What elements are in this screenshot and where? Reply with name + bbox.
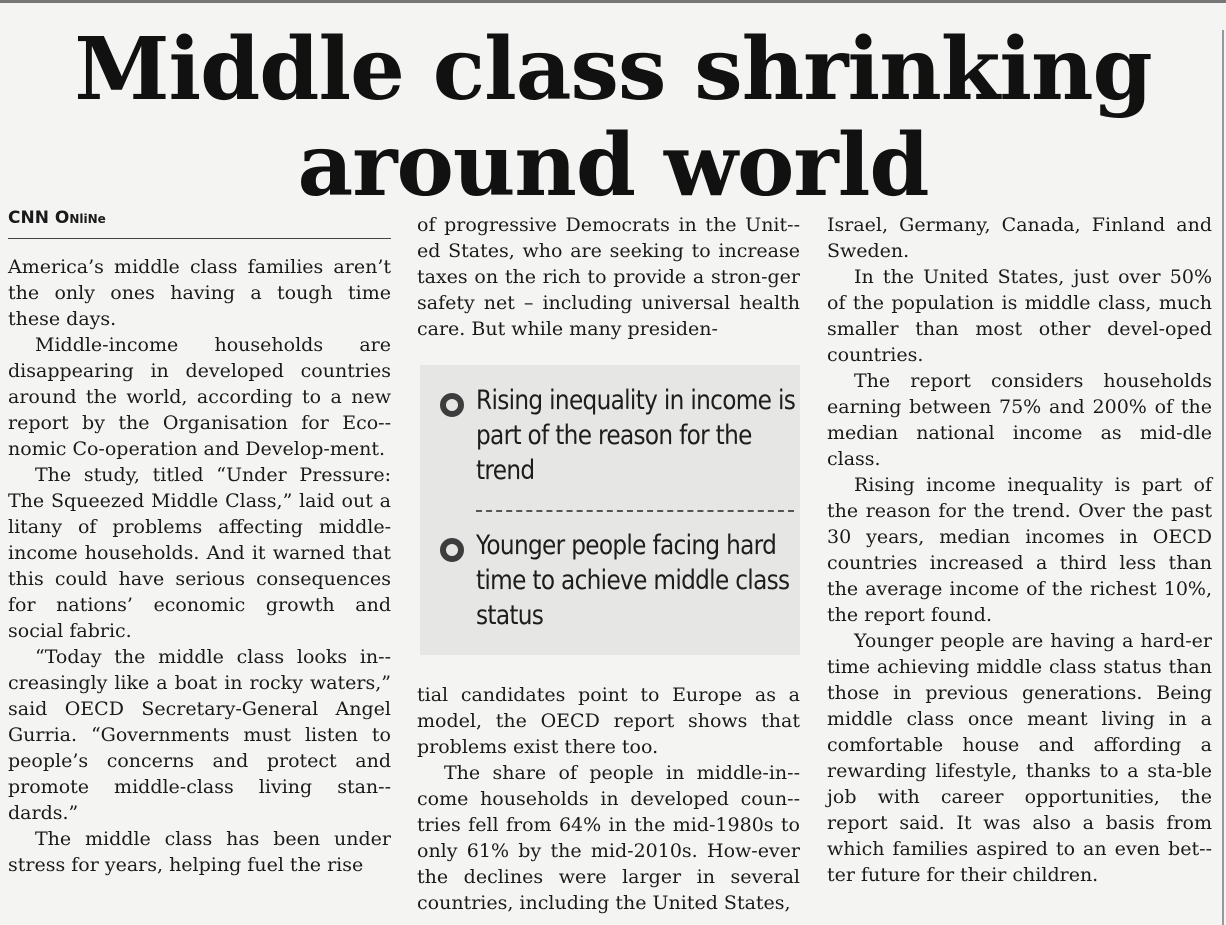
pull-quote-box [420,365,800,655]
headline [0,19,1226,216]
paragraph: Rising income inequality is part of the reason for the trend. Over the past 30 years, median incomes in OECD countries increased a third less than the average income of the richest 10%, the report found. [827,474,1212,626]
headline-line-1: Middle class shrinking [74,19,1152,120]
circle-bullet-icon [440,538,464,562]
paragraph: Middle-income households are disappearing in developed countries around the world, according to a new report by the Organisation for Eco-nomic Co-operation and Develop-ment. [8,334,391,460]
article-column-3 [827,212,1212,888]
paragraph: The report considers households earning between 75% and 200% of the median national income as mid-dle class. [827,370,1212,470]
headline-line-2: around world [297,115,929,216]
paragraph: Younger people are having a hard-er time achieving middle class status than those in previous generations. Being middle class once meant living in a comfortable house and affording a rewarding lifestyle, thanks to a sta-ble job with career opportunities, the report said. It was also a basis from which families aspired to an even bet-ter future for their children. [827,630,1212,886]
byline [8,205,391,239]
paragraph: tial candidates point to Europe as a model, the OECD report shows that problems exist there too. [417,684,800,758]
paragraph: The middle class has been under stress for years, helping fuel the rise [8,828,391,876]
pull-quote-text: Rising inequality in income is part of the reason for the trend [476,385,796,486]
paragraph: The study, titled “Under Pressure: The Squeezed Middle Class,” laid out a litany of problems affecting middle-income households. And it warned that this could have serious consequences for nations’ economic growth and social fabric. [8,464,391,642]
paragraph: The share of people in middle-in-come households in developed coun-tries fell from 64% in the mid-1980s to only 61% by the mid-2010s. How-ever the declines were larger in several countries, including the United States, [417,762,800,914]
article-column-2-top [417,212,800,342]
paragraph: of progressive Democrats in the Unit-ed States, who are seeking to increase taxes on the rich to provide a stron-ger safety net – including universal health care. But while many presiden- [417,214,800,340]
paragraph: In the United States, just over 50% of the population is middle class, much smaller than most other devel-oped countries. [827,266,1212,366]
circle-bullet-icon [440,393,464,417]
top-rule [0,0,1226,3]
pull-quote-divider [476,510,794,512]
article-column-1 [8,254,391,878]
paragraph: America’s middle class families aren’t the only ones having a tough time these days. [8,256,391,330]
byline-initial: CNN O [8,208,70,228]
pull-quote-text: Younger people facing hard time to achieve middle class status [476,530,790,631]
paragraph: “Today the middle class looks in-creasingly like a boat in rocky waters,” said OECD Secretary-General Angel Gurria. “Governments must listen to people’s concerns and protect and promote middle-class living stan-dards.” [8,646,391,824]
byline-rest: NliNe [69,212,106,226]
paragraph: Israel, Germany, Canada, Finland and Sweden. [827,214,1212,262]
article-column-2-bottom [417,682,800,916]
